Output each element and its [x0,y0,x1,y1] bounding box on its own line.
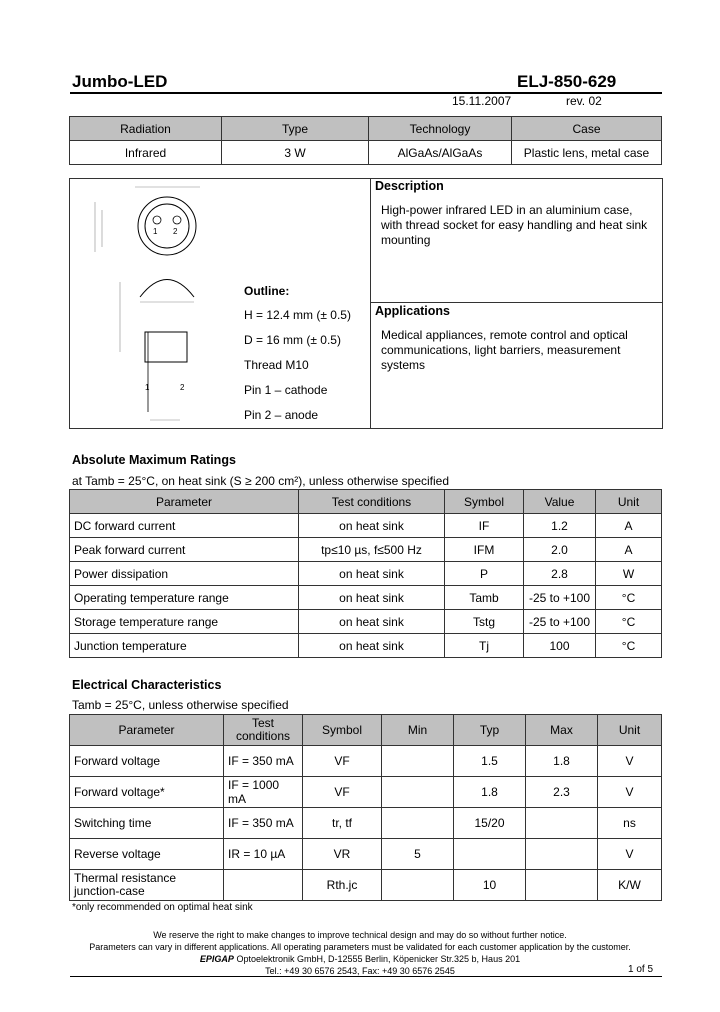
cell: IFM [445,538,524,562]
footer-address [0,954,720,964]
abs-max-title: Absolute Maximum Ratings [72,453,236,467]
cell [382,746,454,777]
electrical-header: Symbol [303,715,382,746]
cell: DC forward current [70,514,299,538]
cell: Operating temperature range [70,586,299,610]
table-row [70,586,662,610]
cell: VF [303,777,382,808]
cell: Junction temperature [70,634,299,658]
table-row [70,777,662,808]
summary-header: Case [512,117,662,141]
cell: 2.3 [526,777,598,808]
cell: ns [598,808,662,839]
footer-disclaimer: We reserve the right to make changes to improve technical design and may do so without further notice. [153,930,567,940]
description-text: High-power infrared LED in an aluminium case, with thread socket for easy handling and heat sink mounting [381,203,648,247]
electrical-header: Max [526,715,598,746]
footer-rule [70,976,662,977]
cell: -25 to +100 [524,610,596,634]
abs-max-header: Symbol [445,490,524,514]
outline-line: Pin 2 – anode [244,408,319,422]
table-row [70,538,662,562]
doc-revision: rev. 02 [566,94,602,108]
cell: W [596,562,662,586]
footer-parameters: Parameters can vary in different applications. All operating parameters must be validated for each customer application by the customer. [89,942,631,952]
outline-title: Outline: [244,284,290,298]
electrical-header: Min [382,715,454,746]
abs-max-header: Parameter [70,490,299,514]
electrical-title: Electrical Characteristics [72,678,222,692]
electrical-header: Typ [454,715,526,746]
cell: °C [596,634,662,658]
outline-line: Thread M10 [244,358,309,372]
cell: tp≤10 µs, f≤500 Hz [299,538,445,562]
pin-label: 1 [145,383,150,392]
table-row [70,870,662,901]
cell [382,777,454,808]
info-box-divider [370,178,371,428]
outline-line: Pin 1 – cathode [244,383,328,397]
summary-table [69,116,662,165]
outline-drawing [80,182,230,424]
cell: P [445,562,524,586]
cell: IF = 350 mA [224,808,303,839]
cell [454,839,526,870]
cell: on heat sink [299,610,445,634]
cell: 1.8 [454,777,526,808]
applications-title: Applications [375,304,451,318]
cell: on heat sink [299,562,445,586]
cell: 2.8 [524,562,596,586]
outline-line: H = 12.4 mm (± 0.5) [244,308,351,322]
cell: VR [303,839,382,870]
cell [526,870,598,901]
table-row [70,808,662,839]
cell: Tamb [445,586,524,610]
doc-title: Jumbo-LED [72,72,168,91]
cell: -25 to +100 [524,586,596,610]
electrical-header: Test conditions [224,715,303,746]
cell: Reverse voltage [70,839,224,870]
cell: °C [596,610,662,634]
cell: Tj [445,634,524,658]
cell: 1.8 [526,746,598,777]
cell: 5 [382,839,454,870]
cell: 10 [454,870,526,901]
cell: VF [303,746,382,777]
table-row [70,610,662,634]
cell: Forward voltage [70,746,224,777]
doc-date: 15.11.2007 [452,94,512,108]
table-row [70,839,662,870]
cell [526,808,598,839]
pin-label: 1 [153,227,158,236]
cell: V [598,777,662,808]
cell: K/W [598,870,662,901]
pin-label: 2 [173,227,178,236]
cell [382,870,454,901]
summary-cell: 3 W [222,141,369,165]
abs-max-subtitle: at Tamb = 25°C, on heat sink (S ≥ 200 cm²), unless otherwise specified [72,474,450,488]
footer-contact: Tel.: +49 30 6576 2543, Fax: +49 30 6576 2545 [265,966,455,976]
cell [224,870,303,901]
cell: V [598,746,662,777]
cell [382,808,454,839]
cell: Storage temperature range [70,610,299,634]
info-box-hdivider [370,302,662,303]
cell: Rth.jc [303,870,382,901]
cell: on heat sink [299,586,445,610]
outline-line: D = 16 mm (± 0.5) [244,333,341,347]
electrical-subtitle: Tamb = 25°C, unless otherwise specified [72,698,289,712]
cell: V [598,839,662,870]
cell: IF = 1000 mA [224,777,303,808]
summary-cell: Infrared [70,141,222,165]
cell: IF = 350 mA [224,746,303,777]
electrical-header: Unit [598,715,662,746]
cell: Power dissipation [70,562,299,586]
company-address: Optoelektronik GmbH, D-12555 Berlin, Köpenicker Str.325 b, Haus 201 [236,954,521,964]
cell: IR = 10 µA [224,839,303,870]
cell: Thermal resistance junction-case [70,870,224,901]
abs-max-table [69,489,662,658]
cell: 1.5 [454,746,526,777]
footnote: *only recommended on optimal heat sink [72,902,253,913]
cell: on heat sink [299,514,445,538]
cell: Forward voltage* [70,777,224,808]
table-row [70,634,662,658]
summary-header: Radiation [70,117,222,141]
cell: 1.2 [524,514,596,538]
electrical-header: Parameter [70,715,224,746]
summary-header: Technology [369,117,512,141]
electrical-table [69,714,662,901]
abs-max-header: Unit [596,490,662,514]
cell: 100 [524,634,596,658]
cell: 2.0 [524,538,596,562]
abs-max-header: Value [524,490,596,514]
summary-header: Type [222,117,369,141]
cell: Tstg [445,610,524,634]
cell: on heat sink [299,634,445,658]
table-row [70,514,662,538]
cell: °C [596,586,662,610]
cell: A [596,514,662,538]
applications-text: Medical appliances, remote control and optical communications, light barriers, measurement systems [381,328,628,372]
cell: 15/20 [454,808,526,839]
summary-cell: Plastic lens, metal case [512,141,662,165]
cell: IF [445,514,524,538]
cell: tr, tf [303,808,382,839]
part-number: ELJ-850-629 [517,72,617,91]
description-title: Description [375,179,444,193]
cell: Switching time [70,808,224,839]
abs-max-header: Test conditions [299,490,445,514]
summary-cell: AlGaAs/AlGaAs [369,141,512,165]
pin-label: 2 [180,383,185,392]
table-row [70,562,662,586]
table-row [70,746,662,777]
cell [526,839,598,870]
cell: Peak forward current [70,538,299,562]
company-logo-text: EPIGAP [199,954,234,964]
page-number: 1 of 5 [628,964,654,975]
cell: A [596,538,662,562]
